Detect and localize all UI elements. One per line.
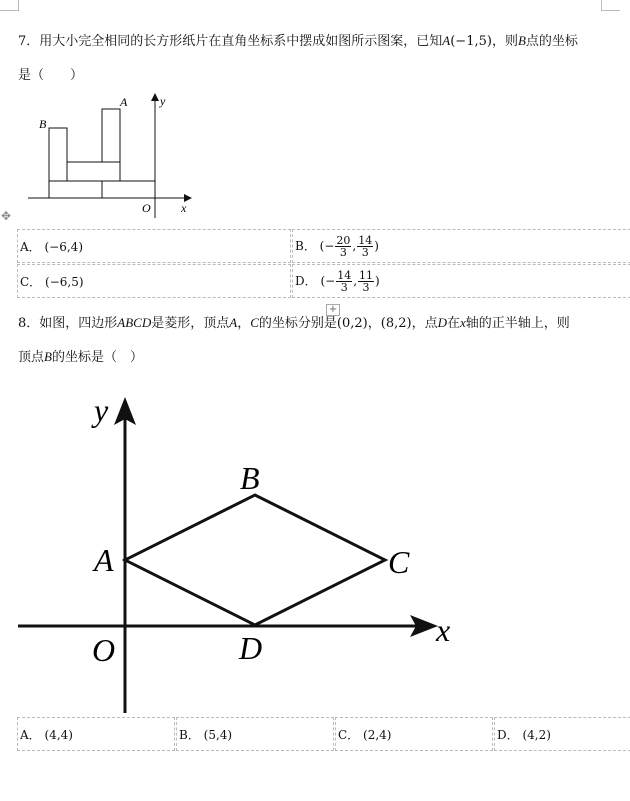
q7-label-o: O xyxy=(142,201,151,215)
q7-option-a[interactable]: A． (−6,4) xyxy=(17,229,291,263)
q8-line2: 顶点B的坐标是（ ） xyxy=(18,349,143,365)
q7-option-d-frac2: $\frac{11}{3}$ xyxy=(359,268,374,294)
q8-label-x: x xyxy=(436,612,451,648)
q7-line1: 7．用大小完全相同的长方形纸片在直角坐标系中摆成如图所示图案，已知A(−1,5)，则B点的坐标 xyxy=(18,33,578,49)
q7-options-table xyxy=(16,228,630,299)
q8-figure xyxy=(10,385,470,715)
q7-option-d[interactable]: D． (− $\frac{14}{3}$ , $\frac{11}{3}$ ) xyxy=(292,264,630,298)
page-corner-mark-left xyxy=(0,0,19,11)
q7-rect-bottom-left xyxy=(49,181,102,198)
q7-option-c[interactable]: C． (−6,5) xyxy=(17,264,291,298)
q8-label-y: y xyxy=(94,392,109,428)
q8-label-b: B xyxy=(240,460,260,496)
q7-rect-a xyxy=(102,109,120,162)
q7-line2: 是（ ） xyxy=(18,68,84,83)
q8-option-b[interactable]: B． (5,4) xyxy=(176,717,334,751)
q7-option-b[interactable]: B． (− $\frac{20}{3}$ , $\frac{14}{3}$ ) xyxy=(292,229,630,263)
q7-point-a: A xyxy=(442,33,451,48)
q8-line1: 8．如图，四边形ABCD是菱形，顶点A，C的坐标分别是(0,2)，(8,2)，点D在x轴的正半轴上，则 xyxy=(18,315,570,331)
q8-label-c: C xyxy=(388,544,410,580)
q7-figure xyxy=(20,90,200,220)
q8-options-table xyxy=(16,716,630,752)
q7-label-x: x xyxy=(181,201,187,215)
q8-label-d: D xyxy=(239,630,263,666)
q7-label-b: B xyxy=(39,117,47,131)
table-add-row-handle-icon[interactable]: + xyxy=(326,304,340,316)
q8-option-d[interactable]: D． (4,2) xyxy=(494,717,630,751)
q7-label-y: y xyxy=(160,94,166,108)
q7-rect-b xyxy=(49,128,67,181)
q8-rhombus xyxy=(125,495,385,625)
q7-option-b-frac1: $\frac{20}{3}$ xyxy=(336,233,351,259)
q7-rect-bottom-right xyxy=(102,181,155,198)
q7-coord-a: (−1,5) xyxy=(450,34,492,49)
table-move-handle-icon[interactable]: ✥ xyxy=(1,209,12,223)
q7-rect-mid xyxy=(67,162,120,181)
q8-option-a[interactable]: A． (4,4) xyxy=(17,717,175,751)
q7-y-arrow xyxy=(151,93,159,101)
q8-label-a: A xyxy=(94,542,114,578)
q7-option-b-frac2: $\frac{14}{3}$ xyxy=(358,233,373,259)
q7-option-d-frac1: $\frac{14}{3}$ xyxy=(337,268,352,294)
q8-option-c[interactable]: C． (2,4) xyxy=(335,717,493,751)
q8-label-o: O xyxy=(92,632,116,668)
page-corner-mark-right xyxy=(601,0,620,11)
q7-label-a: A xyxy=(120,95,128,109)
q8-abcd: ABCD xyxy=(117,315,152,330)
q7-point-b: B xyxy=(517,33,526,48)
